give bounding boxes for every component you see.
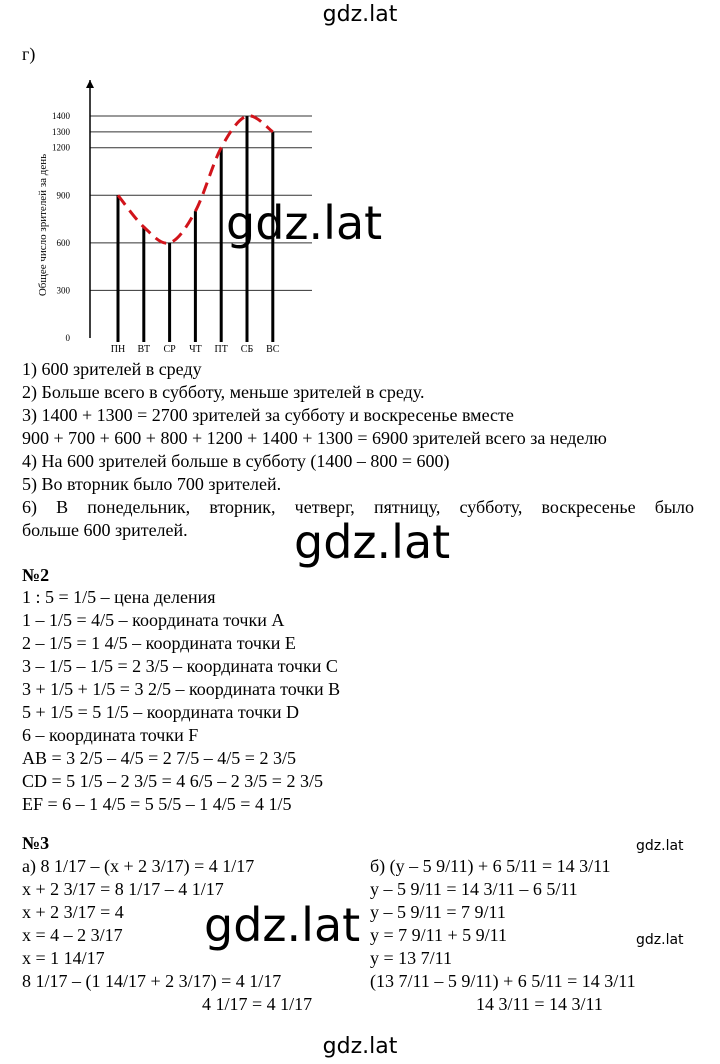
- part-label: г): [22, 44, 36, 64]
- task3-b-line: (13 7/11 – 5 9/11) + 6 5/11 = 14 3/11: [370, 971, 636, 991]
- category-label: СБ: [240, 344, 254, 355]
- answer-3-total: 900 + 700 + 600 + 800 + 1200 + 1400 + 1300 = 6900 зрителей всего за неделю: [22, 428, 607, 448]
- task3-a-line: а) 8 1/17 – (x + 2 3/17) = 4 1/17: [22, 856, 255, 876]
- chart-categories: [111, 344, 280, 355]
- task3-a-line: 4 1/17 = 4 1/17: [202, 994, 313, 1014]
- category-label: ПН: [110, 344, 126, 355]
- y-tick-label: 0: [65, 333, 70, 343]
- answer-6-word: В: [56, 497, 69, 517]
- answer-6-word: пятницу,: [373, 497, 441, 517]
- task2-line: EF = 6 – 1 4/5 = 5 5/5 – 1 4/5 = 4 1/5: [22, 794, 292, 814]
- task2-line: CD = 5 1/5 – 2 3/5 = 4 6/5 – 2 3/5 = 2 3/5: [22, 771, 323, 791]
- answer-6-word: было: [654, 497, 694, 517]
- answer-6-word: субботу,: [459, 497, 523, 517]
- y-axis-label: Общее число зрителей за день: [37, 153, 49, 297]
- answer-2: 2) Больше всего в субботу, меньше зрителей в среду.: [22, 382, 425, 402]
- category-label: ВТ: [137, 344, 151, 355]
- y-tick-label: 1400: [52, 111, 70, 121]
- category-label: ПТ: [214, 344, 228, 355]
- answer-6-word: 6): [22, 497, 37, 517]
- task3-b-line: y – 5 9/11 = 14 3/11 – 6 5/11: [370, 879, 578, 899]
- y-tick-label: 600: [56, 237, 70, 248]
- watermark-chart: gdz.lat: [226, 196, 383, 250]
- task2-line: 1 – 1/5 = 4/5 – координата точки A: [22, 610, 285, 630]
- task3-b-line: 14 3/11 = 14 3/11: [476, 994, 603, 1014]
- task2-line: 2 – 1/5 = 1 4/5 – координата точки E: [22, 633, 296, 653]
- watermark-middle: gdz.lat: [294, 515, 451, 569]
- y-tick-label: 1200: [52, 142, 70, 153]
- task2-line: 5 + 1/5 = 5 1/5 – координата точки D: [22, 702, 300, 722]
- answer-1: 1) 600 зрителей в среду: [22, 359, 202, 379]
- watermark-small-1: gdz.lat: [636, 838, 684, 854]
- task2-line: 3 + 1/5 + 1/5 = 3 2/5 – координата точки B: [22, 679, 341, 699]
- watermark-bottom: gdz.lat: [322, 1034, 398, 1059]
- y-tick-label: 900: [56, 190, 70, 201]
- answer-4: 4) На 600 зрителей больше в субботу (1400 – 800 = 600): [22, 451, 450, 471]
- y-tick-label: 300: [56, 285, 70, 296]
- task3-a-line: x + 2 3/17 = 4: [22, 902, 124, 922]
- task2-line: 6 – координата точки F: [22, 725, 199, 745]
- answer-5: 5) Во вторник было 700 зрителей.: [22, 474, 282, 494]
- category-label: ЧТ: [189, 344, 202, 355]
- task3-b-line: y – 5 9/11 = 7 9/11: [370, 902, 506, 922]
- answer-6-word: понедельник,: [87, 497, 191, 517]
- task2-heading: №2: [22, 565, 50, 585]
- task2-line: 1 : 5 = 1/5 – цена деления: [22, 587, 216, 607]
- answer-6-word: четверг,: [294, 497, 355, 517]
- task3-b-line: y = 13 7/11: [370, 948, 452, 968]
- task3-a-line: x + 2 3/17 = 8 1/17 – 4 1/17: [22, 879, 224, 899]
- watermark-small-2: gdz.lat: [636, 932, 684, 948]
- answer-3: 3) 1400 + 1300 = 2700 зрителей за субботу и воскресенье вместе: [22, 405, 514, 425]
- y-tick-label: 1300: [52, 126, 70, 137]
- answer-6-word: вторник,: [209, 497, 276, 517]
- task2-line: 3 – 1/5 – 1/5 = 2 3/5 – координата точки C: [22, 656, 338, 676]
- task3-b-line: y = 7 9/11 + 5 9/11: [370, 925, 507, 945]
- answer-6-cont: больше 600 зрителей.: [22, 520, 188, 540]
- task2-line: AB = 3 2/5 – 4/5 = 2 7/5 – 4/5 = 2 3/5: [22, 748, 296, 768]
- task3-a-line: 8 1/17 – (1 14/17 + 2 3/17) = 4 1/17: [22, 971, 282, 991]
- task3-heading: №3: [22, 833, 50, 853]
- watermark-equations: gdz.lat: [204, 898, 361, 952]
- category-label: СР: [163, 344, 176, 355]
- answer-6-word: воскресенье: [541, 497, 636, 517]
- task3-b-line: б) (y – 5 9/11) + 6 5/11 = 14 3/11: [370, 856, 611, 876]
- task3-a-line: x = 4 – 2 3/17: [22, 925, 123, 945]
- chart-ticks: [52, 111, 71, 343]
- task3-a-line: x = 1 14/17: [22, 948, 105, 968]
- y-axis-arrow: [86, 80, 94, 88]
- watermark-top: gdz.lat: [322, 2, 398, 27]
- category-label: ВС: [266, 344, 280, 355]
